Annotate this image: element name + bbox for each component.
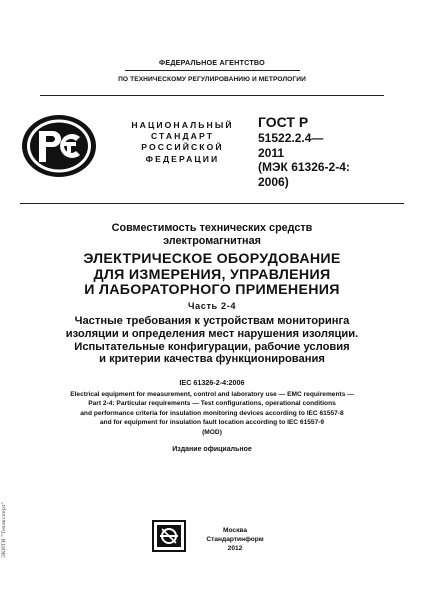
main-title-line-3: И ЛАБОРАТОРНОГО ПРИМЕНЕНИЯ	[84, 282, 340, 298]
main-title-line-2: ДЛЯ ИЗМЕРЕНИЯ, УПРАВЛЕНИЯ	[93, 266, 331, 283]
english-line-2: Part 2-4: Particular requirements — Test configurations, operational conditions	[88, 400, 336, 408]
national-line-3: РОССИЙСКОЙ	[141, 142, 224, 153]
description-line-1: Частные требования к устройствам мониторинга	[74, 315, 350, 327]
gost-r-logo	[20, 112, 98, 180]
gost-number-line-2: 2011	[258, 145, 285, 160]
national-standard-label	[120, 120, 245, 165]
official-edition: Издание официальное	[172, 446, 252, 453]
header-divider-bottom	[40, 95, 384, 96]
title-divider-top	[20, 203, 404, 204]
iec-reference: IEC 61326-2-4:2006	[179, 378, 245, 387]
national-line-1: НАЦИОНАЛЬНЫЙ	[131, 120, 234, 130]
subtitle-line-2: электромагнитная	[163, 234, 261, 247]
header-divider-top	[125, 70, 300, 71]
english-line-3: and performance criteria for insulation monitoring devices according to IEC 61557-8	[80, 409, 344, 417]
side-watermark	[1, 470, 13, 590]
publisher-year: 2012	[227, 544, 243, 552]
national-line-4: ФЕДЕРАЦИИ	[145, 153, 220, 164]
description-line-2: изоляции и определения мест нарушения изоляции.	[65, 327, 359, 340]
document-subtitle	[20, 222, 404, 247]
document-part: Часть 2-4	[187, 301, 237, 311]
national-line-2: СТАНДАРТ	[150, 131, 215, 142]
gost-r-logo-icon	[20, 112, 98, 180]
standartinform-logo	[152, 520, 186, 552]
agency-subtitle: ПО ТЕХНИЧЕСКОМУ РЕГУЛИРОВАНИЮ И МЕТРОЛОГИИ	[118, 76, 306, 83]
gost-number-line-1: 51522.2.4—	[258, 131, 324, 145]
standartinform-logo-icon	[152, 520, 186, 552]
subtitle-line-1: Совместимость технических средств	[111, 222, 313, 234]
publisher-info	[195, 527, 275, 553]
document-description	[14, 315, 410, 366]
gost-number	[258, 131, 418, 189]
publisher-name: Стандартинформ	[206, 535, 264, 543]
document-main-title	[14, 252, 410, 299]
publisher-city: Москва	[222, 527, 248, 534]
agency-name: ФЕДЕРАЛЬНОЕ АГЕНТСТВО	[159, 58, 265, 67]
gost-number-line-3: (МЭК 61326-2-4:	[258, 160, 350, 174]
english-line-4: and for equipment for insulation fault location according to IEC 61557-9	[99, 419, 325, 427]
description-line-4: и критерии качества функционирования	[99, 353, 325, 366]
english-line-1: Electrical equipment for measurement, control and laboratory use — EMC requirements —	[70, 391, 354, 398]
description-line-3: Испытательные конфигурации, рабочие условия	[74, 340, 350, 353]
watermark-text: ЭКИТИ "Техэксперт"	[1, 501, 7, 559]
english-line-5: (MOD)	[202, 428, 222, 436]
gost-label: ГОСТ Р	[258, 114, 309, 130]
english-title	[6, 390, 418, 437]
gost-number-line-4: 2006)	[258, 174, 289, 189]
main-title-line-1: ЭЛЕКТРИЧЕСКОЕ ОБОРУДОВАНИЕ	[83, 251, 341, 267]
